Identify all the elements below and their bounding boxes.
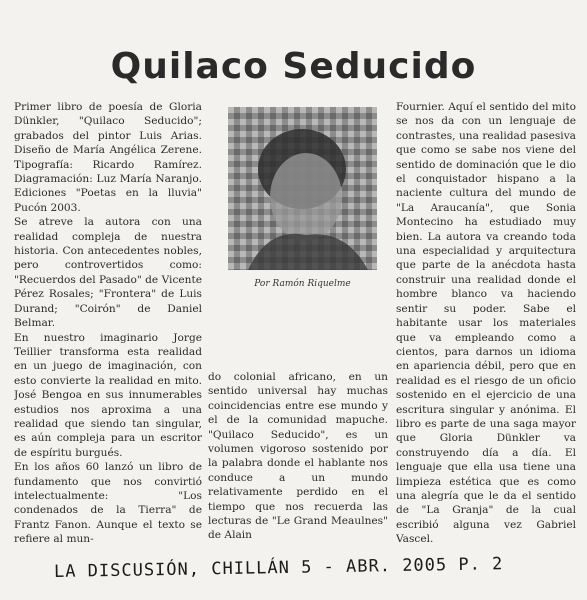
article-column-1	[14, 100, 202, 570]
paragraph: Se atreve la autora con una realidad compleja de nuestra historia. Con antecedentes nobles, pero controvertidos como: "Recuerdos del Pasado" de Vicente Pérez Rosales; "Frontera" de Luis Durand; "Coirón" de Daniel Belmar.	[14, 216, 202, 330]
portrait-image	[228, 107, 377, 270]
article-column-3	[396, 100, 576, 570]
paragraph: Fournier. Aquí el sentido del mito se nos da con un lenguaje de contrastes, una realidad pasesiva que como se sabe nos viene del sentido de dominación que le dio el conquistador hispano a la naciente cultura del mundo de "La Araucanía", que Sonia Montecino ha estudiado muy bien. La autora va creando toda una especialidad y arquitectura que parte de la anécdota hasta construir una realidad donde el hombre blanco va haciendo sentir su poder. Sabe el habitante usar los materiales que va empleando como a cientos, para darnos un idioma en apariencia débil, pero que en realidad es el riesgo de un oficio sostenido en el ejercicio de una escritura singular y anónima. El libro es parte de una saga mayor que Gloria Dünkler va construyendo día a día. El lenguaje que ella usa tiene una limpieza estética que es como una alegría que le da el sentido de "La Granja" de la cual escribió alguna vez Gabriel Vascel.	[396, 101, 576, 546]
paragraph: Primer libro de poesía de Gloria Dünkler, "Quilaco Seducido"; grabados del pintor Luis Arias. Diseño de María Angélica Zerene. Tipografía: Ricardo Ramírez. Diagramación: Luz María Naranjo. Ediciones "Poetas en la lluvia" Pucón 2003.	[14, 101, 202, 214]
article-title: Quilaco Seducido	[110, 46, 477, 88]
paragraph: do colonial africano, en un sentido universal hay muchas coincidencias entre ese mundo y el de la comunidad mapuche. "Quilaco Seducido", es un volumen vigoroso sostenido por la palabra donde el hablante nos conduce a un mundo relativamente perdido en el tiempo que nos recuerda las lecturas de "Le Grand Meaulnes" de Alain	[208, 371, 388, 542]
author-photo	[228, 107, 377, 270]
paragraph: En nuestro imaginario Jorge Teillier transforma esta realidad en un juego de imaginación, con esto convierte la realidad en mito. José Bengoa en sus innumerables estudios nos aproxima a una realidad que siendo tan singular, es aún compleja para un escritor de espíritu burgués.	[14, 331, 202, 459]
handwritten-source-note: LA DISCUSIÓN, CHILLÁN 5 - ABR. 2005 P. 2	[53, 554, 504, 582]
photo-caption: Por Ramón Riquelme	[254, 279, 351, 289]
article-column-2	[208, 370, 388, 570]
paragraph: En los años 60 lanzó un libro de fundamento que nos convirtió intelectualmente: "Los condenados de la Tierra" de Frantz Fanon. Aunque el texto se refiere al mun-	[14, 461, 202, 546]
